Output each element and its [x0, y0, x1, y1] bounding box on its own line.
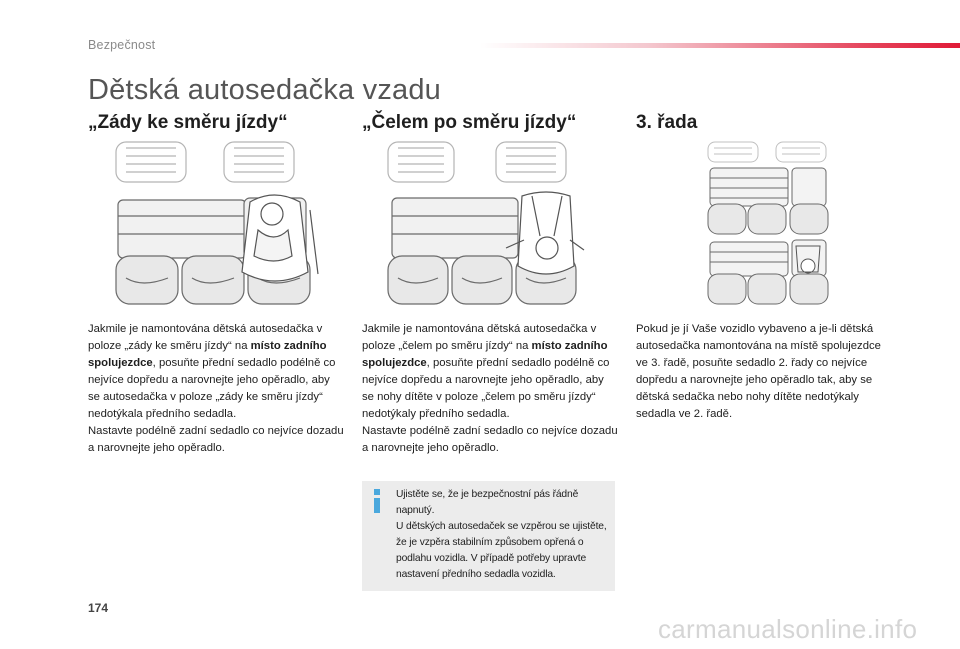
forward-facing-child-seat-illustration — [384, 140, 590, 308]
child-seat-rear-facing — [242, 195, 318, 281]
rear-facing-child-seat-illustration — [112, 140, 334, 308]
page-number: 174 — [88, 601, 109, 615]
section-label: Bezpečnost — [88, 38, 156, 52]
info-text: Ujistěte se, že je bezpečnostní pás řádně napnutý. U dětských autosedaček se vzpěrou se ujistěte, že je vzpěra stabilním způsobem opřená o podlahu vozidla. V případě potřeby upravte nastavení předního sedadla vozidla. — [396, 489, 607, 580]
forward-facing-text: Jakmile je namontována dětská autosedačka v poloze „čelem po směru jízdy“ na místo zadního spolujezdce, posuňte přední sedadlo podélně co nejvíce dopředu a narovnejte jeho opěradlo, aby se nohy dítěte v poloze „čelem po směru jízdy“ nedotýkaly předního sedadla. Nastavte podélně zadní sedadlo co nejvíce dozadu a narovnejte jeho opěradlo. — [362, 323, 618, 454]
page-title: Dětská autosedačka vzadu — [88, 74, 442, 106]
rear-facing-text: Jakmile je namontována dětská autosedačka v poloze „zády ke směru jízdy“ na místo zadního spolujezdce, posuňte přední sedadlo podélně co nejvíce dopředu a narovnejte jeho opěradlo, aby se autosedačka v poloze „zády ke směru jízdy“ nedotýkala předního sedadla. Nastavte podélně zadní sedadlo co nejvíce dozadu a narovnejte jeho opěradlo. — [88, 323, 344, 454]
forward-facing-heading: „Čelem po směru jízdy“ — [362, 112, 577, 133]
rear-facing-heading: „Zády ke směru jízdy“ — [88, 112, 288, 133]
third-row — [708, 240, 828, 304]
front-seats — [116, 142, 294, 182]
info-box — [362, 481, 615, 591]
third-row-child-seat-illustration — [704, 140, 832, 308]
second-row — [708, 168, 828, 234]
front-seats — [708, 142, 826, 162]
third-row-text: Pokud je jí Vaše vozidlo vybaveno a je-li dětská autosedačka namontována na místě spolujezdce ve 3. řadě, posuňte sedadlo 2. řady co nejvíce dopředu a narovnejte jeho opěradlo tak, aby se dětská sedačka nebo nohy dítěte nedotýkaly sedadla ve 2. řadě. — [636, 323, 881, 420]
header-accent-rule — [480, 43, 960, 48]
info-icon — [370, 487, 384, 515]
front-seats — [388, 142, 566, 182]
third-row-heading: 3. řada — [636, 112, 698, 133]
watermark: carmanualsonline.info — [658, 614, 918, 644]
